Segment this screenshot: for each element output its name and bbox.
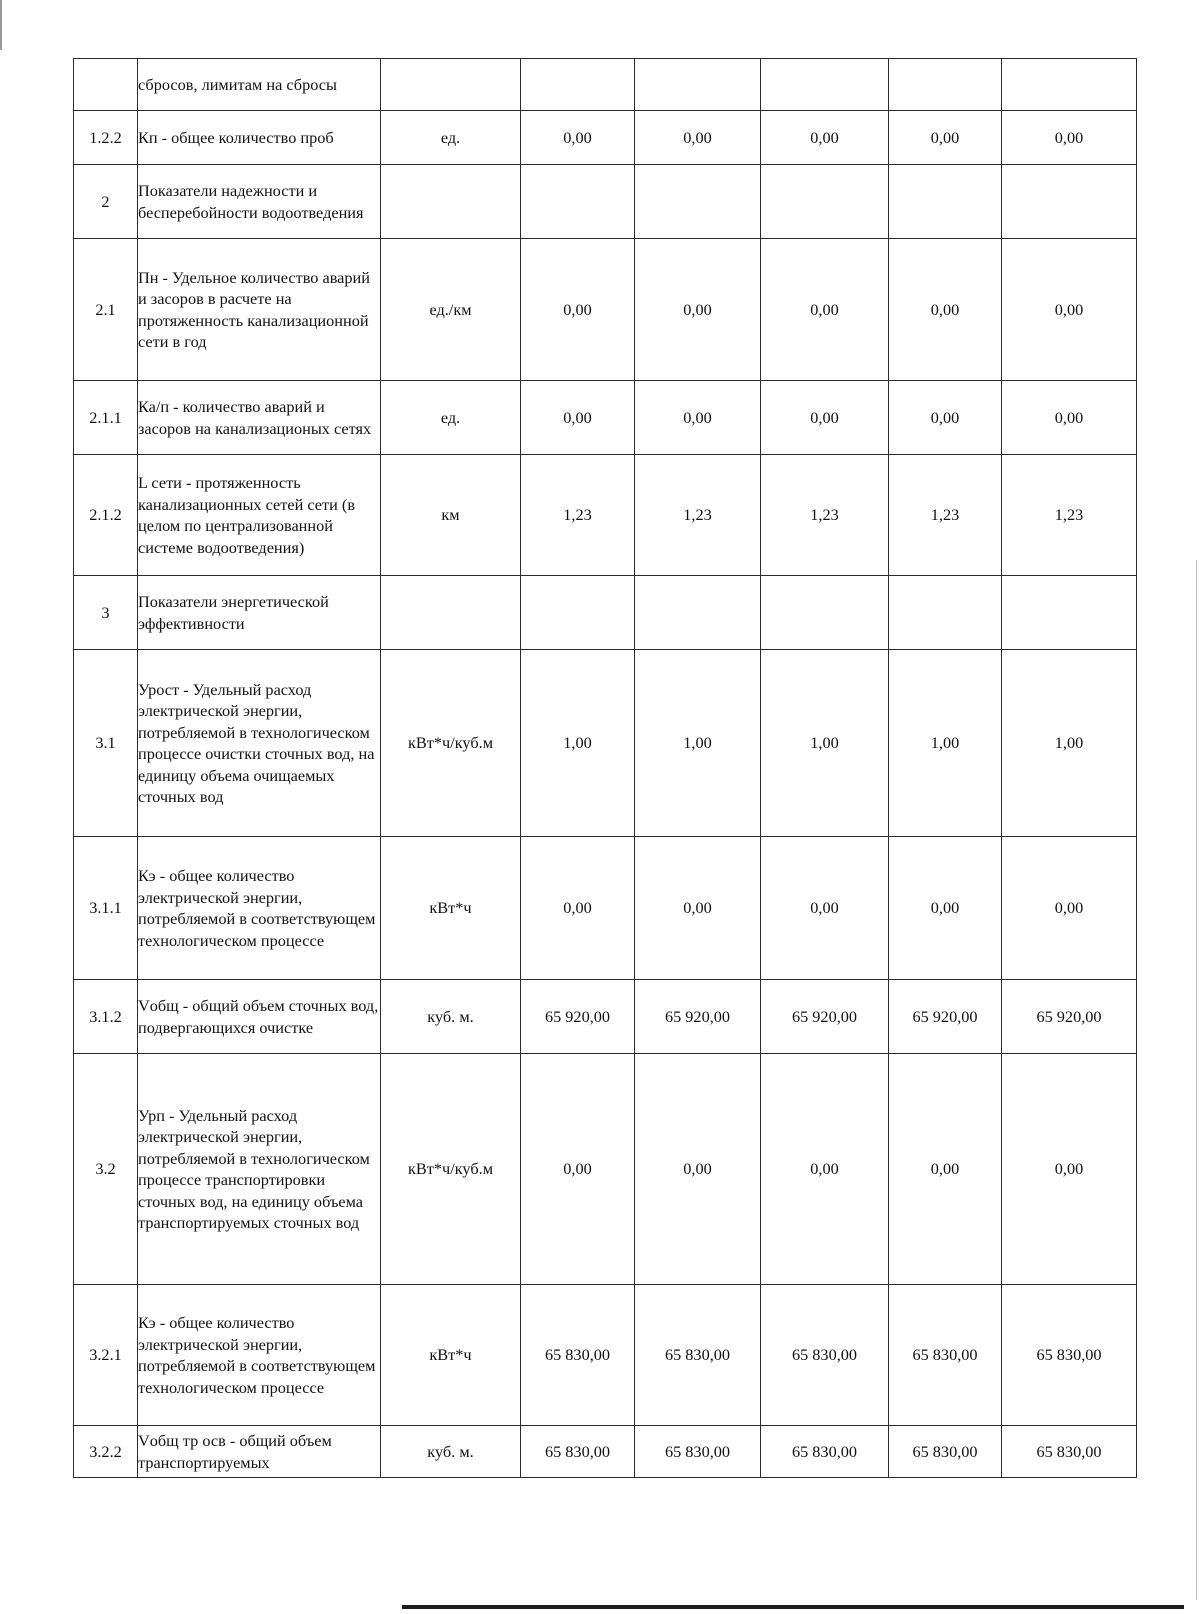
- value-cell: 65 830,00: [1002, 1426, 1137, 1478]
- value-cell: 0,00: [521, 239, 635, 381]
- value-cell: 1,23: [1002, 455, 1137, 576]
- row-number: 3.2.1: [74, 1285, 138, 1426]
- row-number: 2: [74, 165, 138, 239]
- value-cell: [521, 576, 635, 650]
- value-cell: [521, 59, 635, 111]
- value-cell: 0,00: [761, 239, 889, 381]
- value-cell: 0,00: [635, 381, 761, 455]
- value-cell: [635, 165, 761, 239]
- value-cell: 0,00: [1002, 239, 1137, 381]
- value-cell: 0,00: [889, 111, 1002, 165]
- value-cell: 0,00: [889, 239, 1002, 381]
- unit-cell: кВт*ч/куб.м: [381, 650, 521, 837]
- value-cell: [761, 59, 889, 111]
- value-cell: 0,00: [1002, 1054, 1137, 1285]
- row-number: 3.2.2: [74, 1426, 138, 1478]
- unit-cell: куб. м.: [381, 1426, 521, 1478]
- row-number: [74, 59, 138, 111]
- value-cell: 0,00: [889, 1054, 1002, 1285]
- row-number: 3: [74, 576, 138, 650]
- value-cell: 65 920,00: [761, 980, 889, 1054]
- value-cell: [889, 576, 1002, 650]
- value-cell: 0,00: [1002, 111, 1137, 165]
- value-cell: [635, 576, 761, 650]
- value-cell: [1002, 165, 1137, 239]
- unit-cell: [381, 59, 521, 111]
- table-row: [74, 1426, 1137, 1478]
- indicator-name: Ка/п - количество аварий и засоров на канализационых сетях: [138, 397, 372, 438]
- value-cell: 1,00: [635, 650, 761, 837]
- unit-cell: ед./км: [381, 239, 521, 381]
- value-cell: 0,00: [521, 1054, 635, 1285]
- indicator-name: Урп - Удельный расход электрической энергии, потребляемой в технологическом процессе транспортировки сточных вод, на единицу объема транспортируемых сточных вод: [138, 1105, 370, 1232]
- row-number: 3.2: [74, 1054, 138, 1285]
- value-cell: 1,23: [889, 455, 1002, 576]
- value-cell: 65 920,00: [635, 980, 761, 1054]
- table-row: [74, 59, 1137, 111]
- scan-edge-mark: [0, 0, 2, 50]
- unit-cell: [381, 165, 521, 239]
- table-row: [74, 165, 1137, 239]
- value-cell: 65 830,00: [635, 1426, 761, 1478]
- unit-cell: кВт*ч: [381, 837, 521, 980]
- value-cell: 0,00: [635, 837, 761, 980]
- value-cell: 0,00: [761, 381, 889, 455]
- table-row: [74, 111, 1137, 165]
- value-cell: 0,00: [1002, 837, 1137, 980]
- unit-cell: кВт*ч: [381, 1285, 521, 1426]
- row-number: 3.1.2: [74, 980, 138, 1054]
- row-number: 2.1: [74, 239, 138, 381]
- value-cell: 0,00: [521, 111, 635, 165]
- value-cell: 65 920,00: [889, 980, 1002, 1054]
- table-row: [74, 381, 1137, 455]
- value-cell: 1,00: [521, 650, 635, 837]
- table-row: [74, 1054, 1137, 1285]
- row-number: 3.1: [74, 650, 138, 837]
- value-cell: 0,00: [1002, 381, 1137, 455]
- value-cell: [889, 59, 1002, 111]
- value-cell: 0,00: [521, 381, 635, 455]
- indicator-name: сбросов, лимитам на сбросы: [138, 74, 337, 94]
- row-number: 2.1.2: [74, 455, 138, 576]
- value-cell: [1002, 59, 1137, 111]
- value-cell: 0,00: [635, 239, 761, 381]
- value-cell: 0,00: [889, 381, 1002, 455]
- unit-cell: куб. м.: [381, 980, 521, 1054]
- value-cell: [521, 165, 635, 239]
- value-cell: 0,00: [521, 837, 635, 980]
- indicator-name: Кэ - общее количество электрической энергии, потребляемой в соответствующем технологическом процессе: [138, 1313, 376, 1397]
- value-cell: [761, 576, 889, 650]
- unit-cell: ед.: [381, 381, 521, 455]
- table-row: [74, 455, 1137, 576]
- unit-cell: [381, 576, 521, 650]
- table-row: [74, 1285, 1137, 1426]
- value-cell: 0,00: [889, 837, 1002, 980]
- indicator-name: Урост - Удельный расход электрической энергии, потребляемой в технологическом процессе очистки сточных вод, на единицу объема очищаемых сточных вод: [138, 679, 375, 806]
- indicator-name: Показатели надежности и бесперебойности водоотведения: [138, 181, 364, 222]
- value-cell: 65 830,00: [1002, 1285, 1137, 1426]
- value-cell: 65 830,00: [761, 1285, 889, 1426]
- table-row: [74, 980, 1137, 1054]
- unit-cell: ед.: [381, 111, 521, 165]
- unit-cell: км: [381, 455, 521, 576]
- value-cell: 65 830,00: [761, 1426, 889, 1478]
- row-number: 3.1.1: [74, 837, 138, 980]
- value-cell: 65 830,00: [635, 1285, 761, 1426]
- value-cell: [635, 59, 761, 111]
- row-number: 1.2.2: [74, 111, 138, 165]
- indicator-name: Vобщ тр осв - общий объем транспортируемых: [138, 1431, 332, 1472]
- value-cell: 1,00: [1002, 650, 1137, 837]
- value-cell: [761, 165, 889, 239]
- value-cell: 0,00: [761, 111, 889, 165]
- indicator-name: Показатели энергетической эффективности: [138, 592, 329, 633]
- unit-cell: кВт*ч/куб.м: [381, 1054, 521, 1285]
- value-cell: 0,00: [761, 1054, 889, 1285]
- table-row: [74, 650, 1137, 837]
- value-cell: 65 830,00: [521, 1285, 635, 1426]
- value-cell: 0,00: [635, 1054, 761, 1285]
- table-row: [74, 239, 1137, 381]
- value-cell: 65 830,00: [889, 1285, 1002, 1426]
- indicator-name: Кп - общее количество проб: [138, 127, 334, 147]
- value-cell: 0,00: [761, 837, 889, 980]
- indicator-name: Кэ - общее количество электрической энергии, потребляемой в соответствующем технологическом процессе: [138, 866, 376, 950]
- value-cell: 65 830,00: [889, 1426, 1002, 1478]
- scan-bottom-rule: [402, 1605, 1184, 1609]
- value-cell: 1,23: [635, 455, 761, 576]
- table-row: [74, 837, 1137, 980]
- value-cell: 0,00: [635, 111, 761, 165]
- value-cell: [889, 165, 1002, 239]
- value-cell: 1,00: [761, 650, 889, 837]
- value-cell: 65 920,00: [521, 980, 635, 1054]
- value-cell: 65 920,00: [1002, 980, 1137, 1054]
- value-cell: 1,23: [521, 455, 635, 576]
- indicator-name: L сети - протяженность канализационных сетей сети (в целом по централизованной системе водоотведения): [138, 473, 356, 557]
- value-cell: 1,00: [889, 650, 1002, 837]
- scan-edge-mark: [1196, 560, 1197, 1600]
- row-number: 2.1.1: [74, 381, 138, 455]
- indicator-name: Vобщ - общий объем сточных вод, подвергающихся очистке: [138, 996, 379, 1037]
- indicator-name: Пн - Удельное количество аварий и засоров в расчете на протяженность канализационной сети в год: [138, 267, 370, 351]
- value-cell: 1,23: [761, 455, 889, 576]
- value-cell: 65 830,00: [521, 1426, 635, 1478]
- table-row: [74, 576, 1137, 650]
- value-cell: [1002, 576, 1137, 650]
- indicators-table: [73, 58, 1137, 1478]
